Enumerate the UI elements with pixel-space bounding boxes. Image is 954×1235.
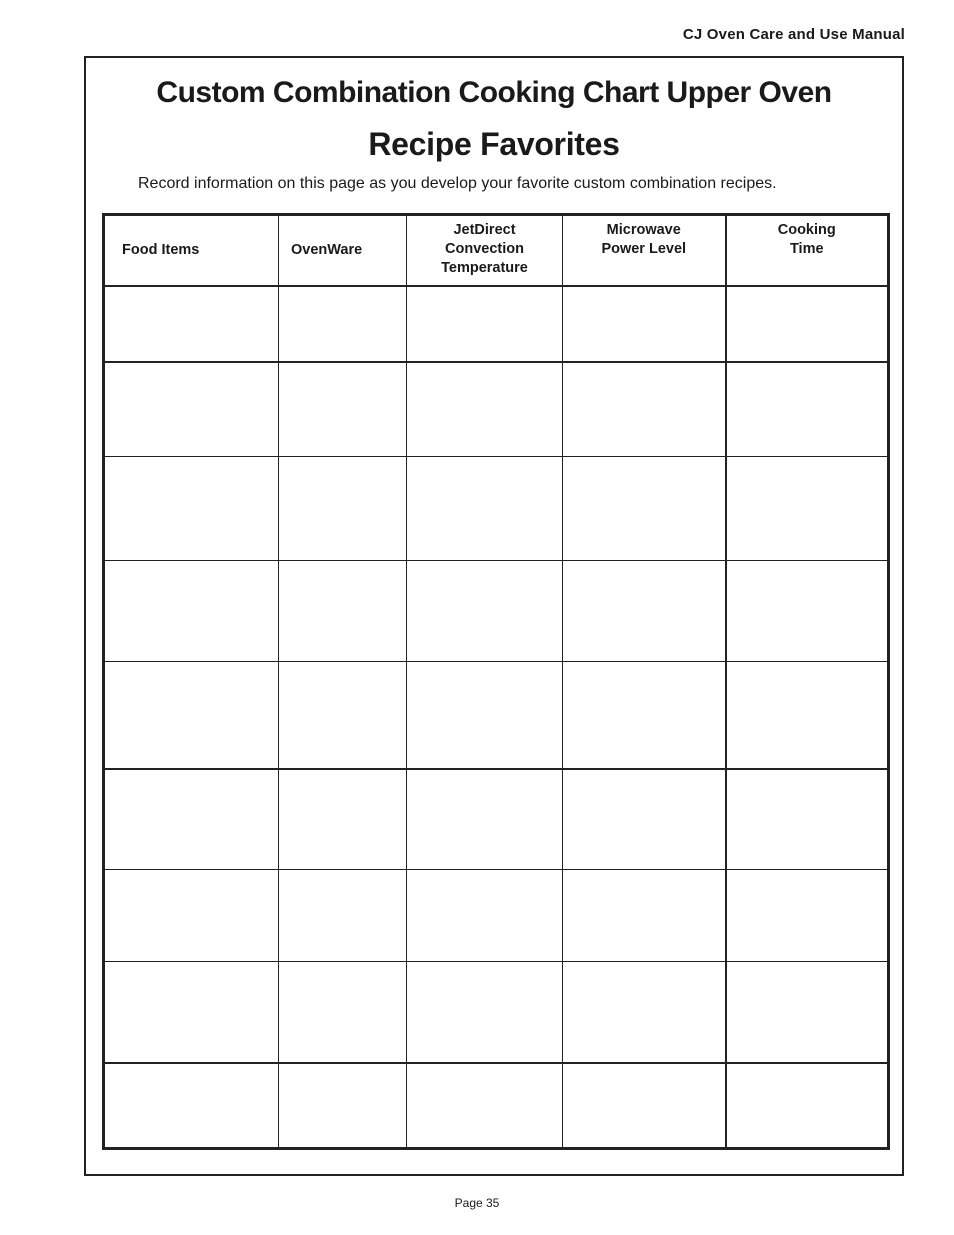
table-cell[interactable] <box>407 961 563 1063</box>
table-cell[interactable] <box>563 560 726 661</box>
table-row <box>105 560 888 661</box>
column-header-cooking-time: Cooking Time <box>726 216 888 287</box>
column-header-jetdirect-temperature: JetDirect Convection Temperature <box>407 216 563 287</box>
table-cell[interactable] <box>726 456 888 560</box>
table-cell[interactable] <box>105 1063 279 1148</box>
page-title: Custom Combination Cooking Chart Upper Oven <box>156 76 832 109</box>
table-cell[interactable] <box>726 961 888 1063</box>
table-cell[interactable] <box>407 456 563 560</box>
table-cell[interactable] <box>105 661 279 769</box>
table-cell[interactable] <box>563 661 726 769</box>
table-cell[interactable] <box>407 1063 563 1148</box>
table-cell[interactable] <box>407 286 563 362</box>
table-cell[interactable] <box>407 769 563 869</box>
table-row <box>105 961 888 1063</box>
table-cell[interactable] <box>407 869 563 961</box>
table-cell[interactable] <box>279 362 407 456</box>
table-row <box>105 661 888 769</box>
table-cell[interactable] <box>279 560 407 661</box>
table-cell[interactable] <box>563 1063 726 1148</box>
table-cell[interactable] <box>726 769 888 869</box>
table-header-row <box>105 216 888 287</box>
table-cell[interactable] <box>279 869 407 961</box>
table-cell[interactable] <box>279 769 407 869</box>
table-cell[interactable] <box>563 456 726 560</box>
page-number: Page 35 <box>454 1196 500 1210</box>
table-cell[interactable] <box>563 869 726 961</box>
table-cell[interactable] <box>407 362 563 456</box>
table-cell[interactable] <box>726 286 888 362</box>
table-cell[interactable] <box>563 961 726 1063</box>
recipe-chart-table <box>102 213 890 1150</box>
page-subtitle: Recipe Favorites <box>368 126 620 162</box>
table-cell[interactable] <box>726 362 888 456</box>
table-row <box>105 362 888 456</box>
table-cell[interactable] <box>105 869 279 961</box>
table-cell[interactable] <box>563 286 726 362</box>
running-header: CJ Oven Care and Use Manual <box>682 26 905 43</box>
table-row <box>105 1063 888 1148</box>
table-cell[interactable] <box>105 769 279 869</box>
page-frame <box>84 56 904 1176</box>
table-cell[interactable] <box>726 869 888 961</box>
table-cell[interactable] <box>105 456 279 560</box>
table-cell[interactable] <box>279 961 407 1063</box>
table-cell[interactable] <box>279 661 407 769</box>
intro-text: Record information on this page as you develop your favorite custom combination recipes. <box>138 175 777 192</box>
table-cell[interactable] <box>279 286 407 362</box>
table-cell[interactable] <box>563 769 726 869</box>
table-cell[interactable] <box>407 661 563 769</box>
table-cell[interactable] <box>726 1063 888 1148</box>
table-cell[interactable] <box>407 560 563 661</box>
table-cell[interactable] <box>105 961 279 1063</box>
table-cell[interactable] <box>563 362 726 456</box>
table-cell[interactable] <box>105 286 279 362</box>
table-row <box>105 869 888 961</box>
table-cell[interactable] <box>105 560 279 661</box>
table-row <box>105 286 888 362</box>
table-cell[interactable] <box>726 661 888 769</box>
column-header-ovenware: OvenWare <box>279 216 407 287</box>
table-row <box>105 769 888 869</box>
table-cell[interactable] <box>279 456 407 560</box>
table-row <box>105 456 888 560</box>
table-cell[interactable] <box>105 362 279 456</box>
column-header-food-items: Food Items <box>105 216 279 287</box>
table-cell[interactable] <box>726 560 888 661</box>
column-header-microwave-power-level: Microwave Power Level <box>563 216 726 287</box>
table-cell[interactable] <box>279 1063 407 1148</box>
